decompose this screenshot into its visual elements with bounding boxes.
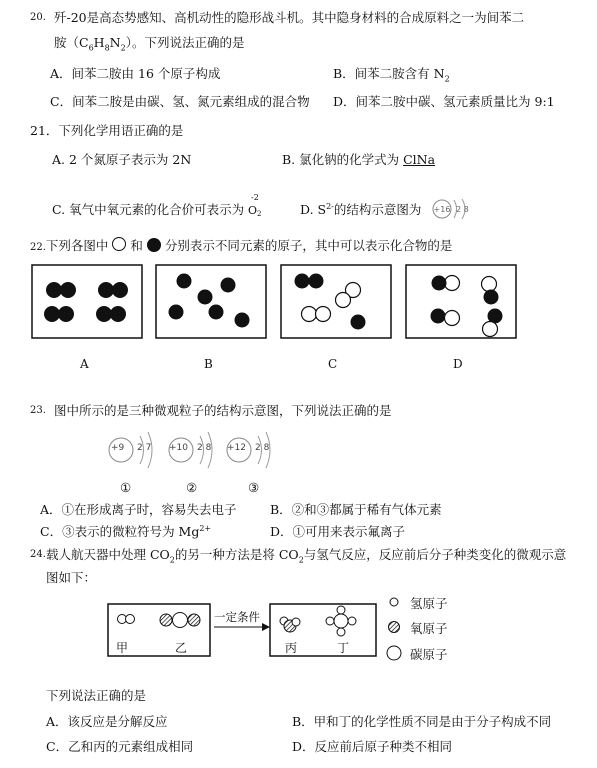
q20-option-d: D．间苯二胺中碳、氢元素质量比为 9:1 <box>333 94 555 109</box>
q22-stem: 22.下列各图中 和 分别表示不同元素的原子，其中可以表示化合物的是 <box>30 238 453 253</box>
q22-label-c: C <box>328 357 338 371</box>
q23-p1-shells: 2 7 <box>137 443 152 453</box>
q24-option-a: A．该反应是分解反应 <box>46 714 168 729</box>
legend-hydrogen-icon <box>390 598 398 606</box>
q24-option-d: D．反应前后原子种类不相同 <box>292 739 453 754</box>
q22-label-d: D <box>453 357 463 371</box>
q23-option-c: C．③表示的微粒符号为 $Mg^{2+}$ <box>40 523 212 539</box>
legend-hydrogen-label: 氢原子 <box>410 596 448 611</box>
q21-option-d: D. $S^{2-}$的结构示意图为 <box>300 201 422 217</box>
q20-stem-line2: 胺$(C_6H_8N_2)$。下列说法正确的是 <box>54 35 245 53</box>
q21-option-b: B. 氯化钠的化学式为 ClNa <box>282 152 436 167</box>
q24-number: 24. <box>30 549 46 560</box>
q20-number: 20. <box>30 12 46 23</box>
q23-option-a: A．①在形成离子时，容易失去电子 <box>40 502 237 517</box>
q20-option-b: B．间苯二胺含有 $N_2$ <box>333 66 450 84</box>
q21-option-c: C. 氧气中氧元素的化合价可表示为 -2 O 2 <box>52 193 262 218</box>
q20-stem-line1: 歼-20是高态势感知、高机动性的隐形战斗机。其中隐身材料的合成原料之一为间苯二 <box>54 10 525 25</box>
q24-reaction-condition: 一定条件 <box>214 610 260 624</box>
q23-p3-nucleus: +12 <box>227 443 246 453</box>
sulfur-nucleus-label: +16 <box>433 205 451 214</box>
q24-label-yi: 乙 <box>175 641 188 655</box>
q24-stem-line2: 图如下： <box>46 570 97 585</box>
q24-label-ding: 丁 <box>337 641 350 655</box>
q20-option-a: A．间苯二胺由 16 个原子构成 <box>50 66 221 81</box>
q23-option-d: D．①可用来表示氟离子 <box>270 524 406 539</box>
q22-label-b: B <box>204 357 213 371</box>
sulfur-shells-label: 2 8 <box>456 205 469 214</box>
legend-oxygen-icon <box>389 622 400 633</box>
q23-p2-mark: ② <box>186 480 198 495</box>
q20-option-c: C．间苯二胺是由碳、氢、氮元素组成的混合物 <box>50 94 310 109</box>
q23-p2-shells: 2 8 <box>197 443 212 453</box>
q23-option-b: B．②和③都属于稀有气体元素 <box>270 502 442 517</box>
legend-carbon-label: 碳原子 <box>410 647 448 662</box>
q22-label-a: A <box>80 357 89 371</box>
q24-option-b: B．甲和丁的化学性质不同是由于分子构成不同 <box>292 714 552 729</box>
legend-carbon-icon <box>387 646 401 660</box>
q23-p3-shells: 2 8 <box>255 443 270 453</box>
q23-p2-nucleus: +10 <box>169 443 188 453</box>
q24-option-c: C．乙和丙的元素组成相同 <box>46 739 194 754</box>
q24-label-jia: 甲 <box>116 641 129 655</box>
q23-stem: 图中所示的是三种微观粒子的结构示意图，下列说法正确的是 <box>54 403 392 418</box>
q23-number: 23. <box>30 405 46 416</box>
q24-stem-line1: 载人航天器中处理 $CO_2$的另一种方法是将 $CO_2$与氢气反应，反应前后分子种类变化的微观示意 <box>46 547 567 565</box>
q23-p3-mark: ③ <box>248 480 260 495</box>
q21-option-a: A. 2 个氮原子表示为 2N <box>52 152 192 167</box>
q24-label-bing: 丙 <box>285 641 298 655</box>
q24-prompt: 下列说法正确的是 <box>46 688 147 703</box>
q21-stem: 21．下列化学用语正确的是 <box>30 123 184 138</box>
legend-oxygen-label: 氧原子 <box>410 621 448 636</box>
q23-p1-mark: ① <box>120 480 132 495</box>
q23-p1-nucleus: +9 <box>111 443 125 453</box>
